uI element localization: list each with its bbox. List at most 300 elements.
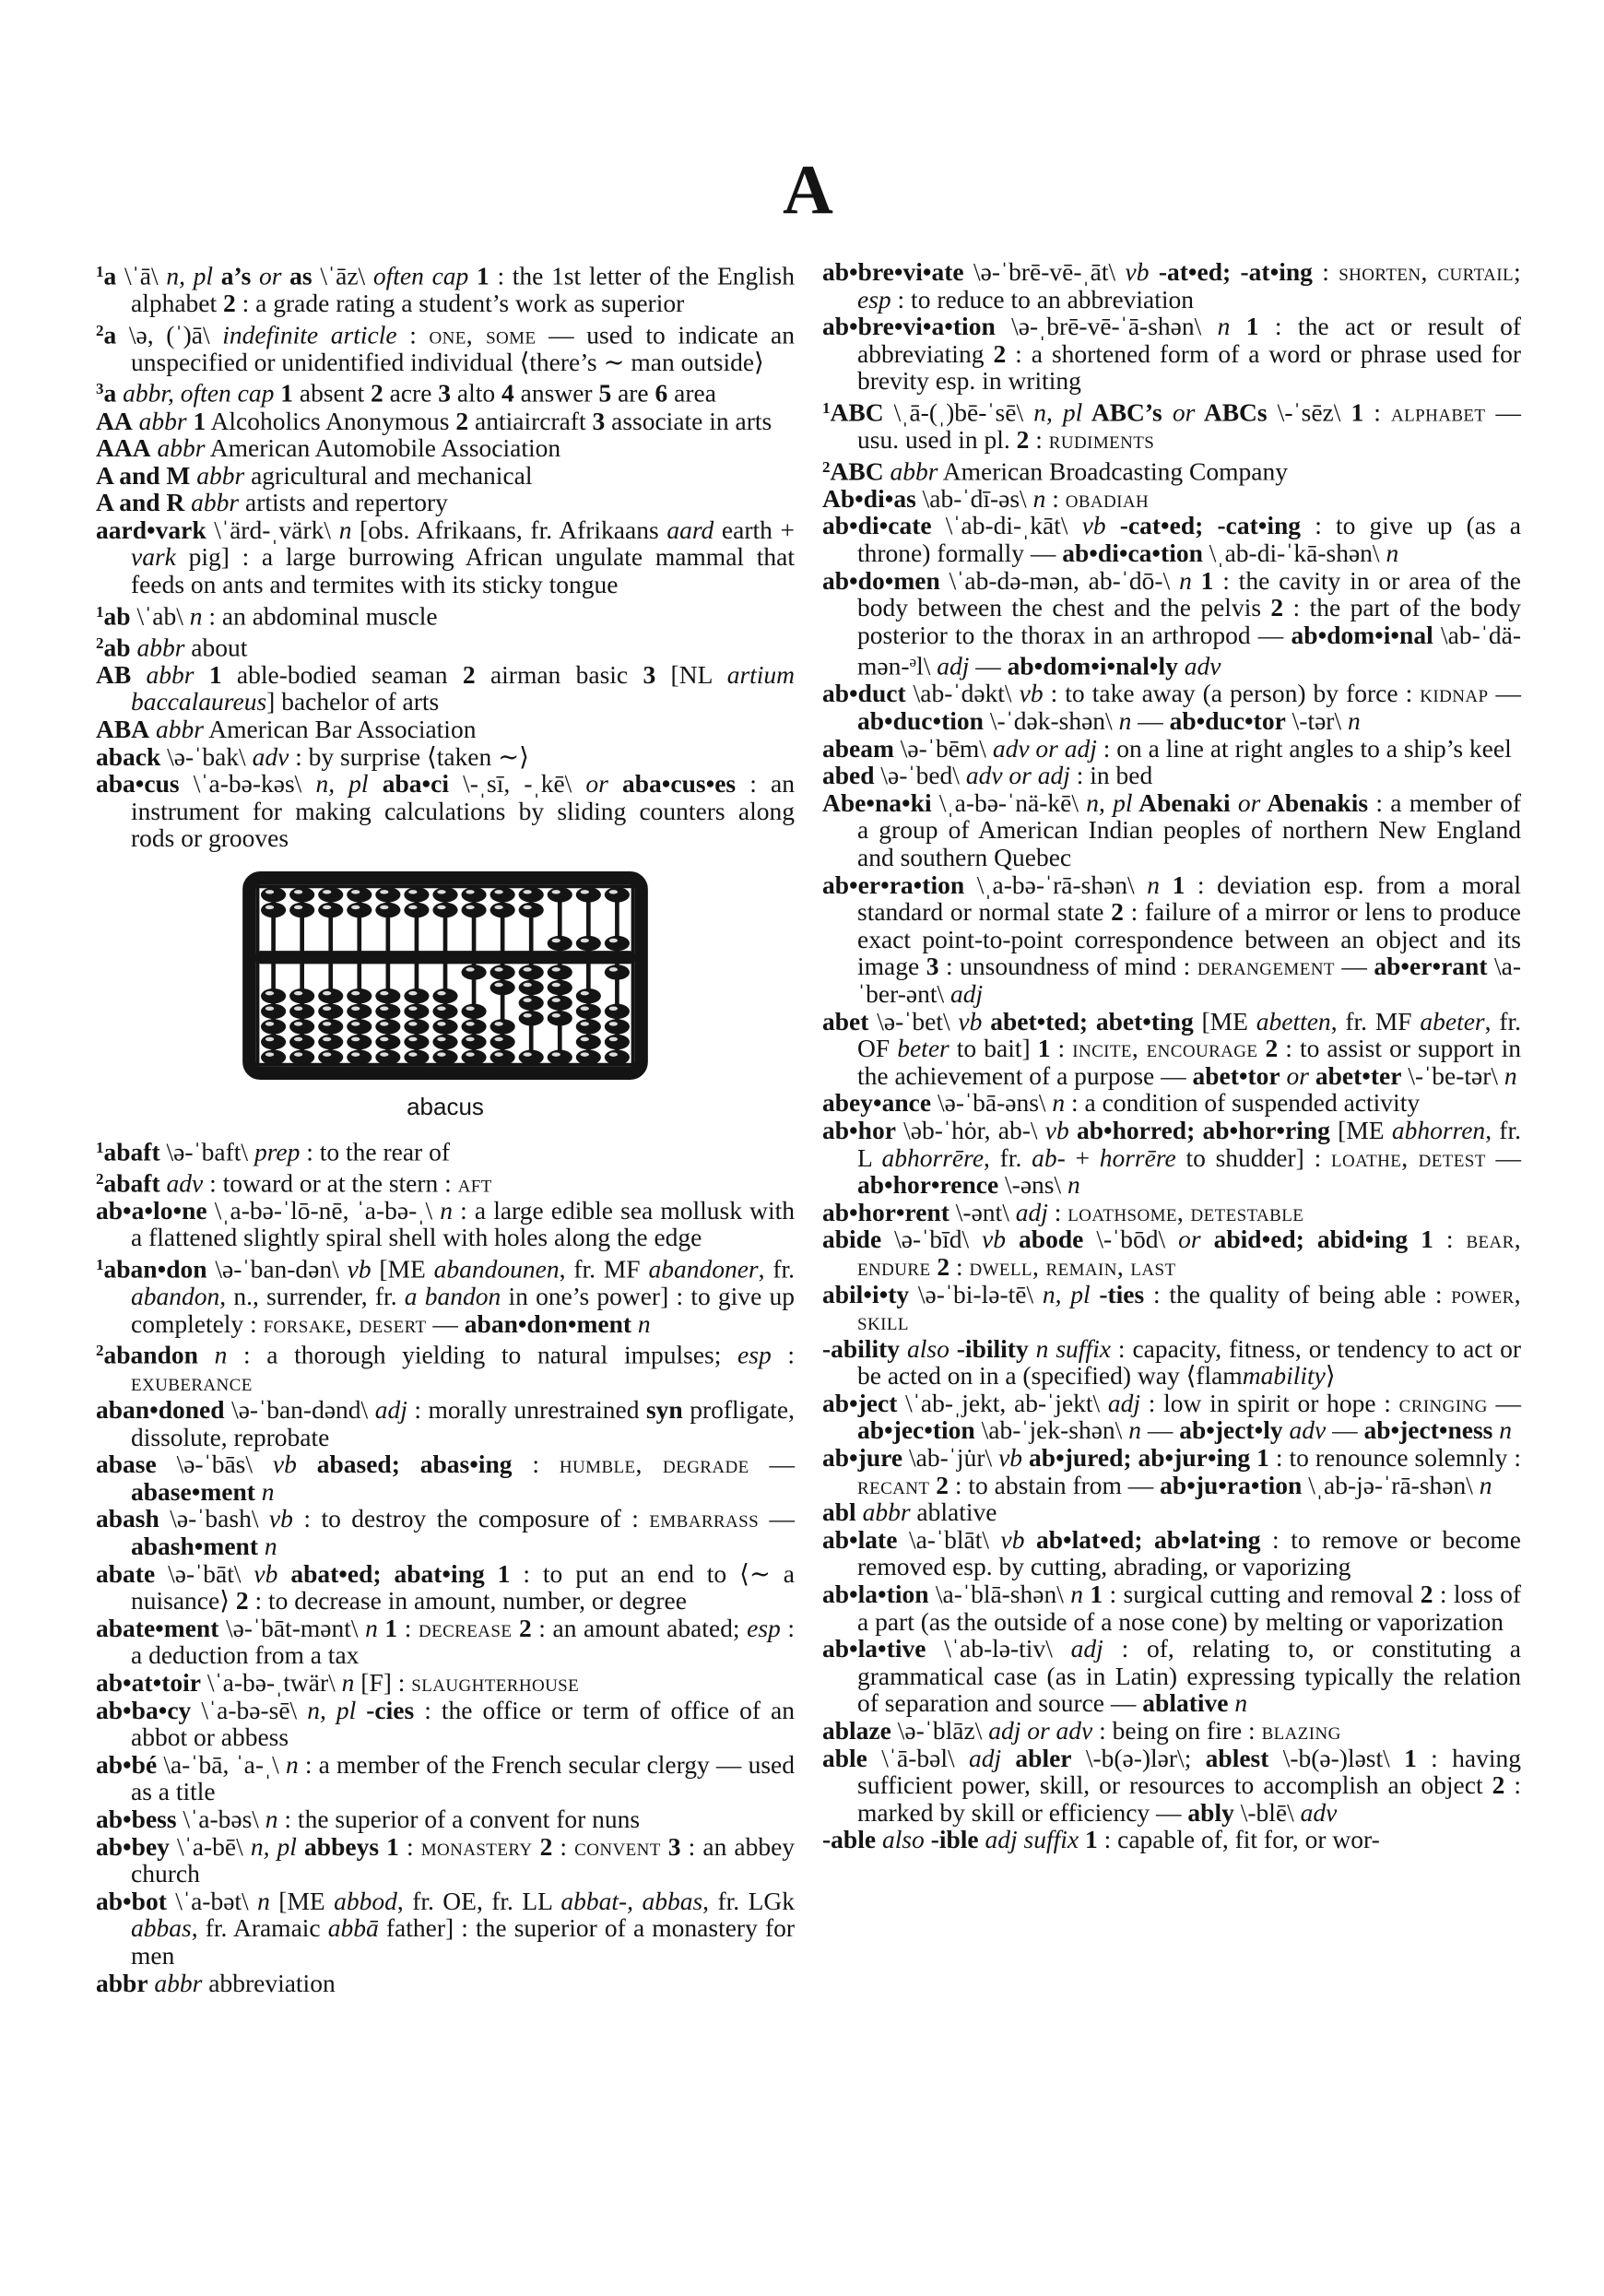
text-run: abler — [1001, 1743, 1072, 1772]
text-run: or — [251, 261, 282, 290]
text-run: \ˌā-(ˌ)bē-ˈsē\ — [883, 397, 1034, 427]
text-run: \-ˈbe-tər\ — [1401, 1060, 1504, 1090]
text-run: American Broadcasting Company — [938, 456, 1288, 486]
text-run: ably — [1187, 1797, 1234, 1827]
text-run: 2 — [223, 289, 236, 318]
dictionary-entry — [822, 1580, 1521, 1635]
text-run: abandounen — [433, 1254, 560, 1284]
text-run: adj — [1107, 1388, 1141, 1417]
column-left — [96, 258, 795, 1996]
text-run: artium baccalaureus — [131, 659, 796, 716]
text-run: ab•dom•i•nal — [1291, 620, 1433, 649]
text-run: — — [1488, 679, 1522, 708]
dictionary-entry — [822, 789, 1521, 871]
text-run: ab•at•toir — [96, 1667, 201, 1697]
dictionary-entry — [822, 1390, 1521, 1444]
text-run: Abe•na•ki — [822, 787, 932, 817]
text-run: ab•lat•ed; ab•lat•ing — [1024, 1524, 1261, 1554]
text-run: [obs. Afrikaans, fr. Afrikaans — [351, 515, 667, 544]
text-run: 1 — [1250, 1443, 1269, 1473]
text-run: ab•jure — [822, 1443, 903, 1473]
text-run: a bandon — [404, 1282, 501, 1311]
text-run: aard — [666, 515, 714, 544]
text-run: acre — [383, 378, 439, 408]
dictionary-entry — [96, 408, 795, 435]
text-run: abet•tor — [1192, 1060, 1280, 1090]
text-run: : an abdominal muscle — [202, 601, 438, 631]
text-run: or — [1162, 397, 1196, 427]
text-run: \a-ˈblāt\ — [897, 1524, 1001, 1554]
text-run: \ə-ˈbaft\ — [159, 1137, 254, 1166]
text-run: syn — [645, 1395, 683, 1425]
text-run: exuberance — [131, 1367, 253, 1397]
text-run: ab•ju•ra•tion — [1160, 1470, 1303, 1499]
abacus-illustration — [240, 869, 651, 1083]
text-run: as — [281, 261, 313, 290]
dictionary-entry — [822, 1089, 1521, 1117]
text-run: [ME — [269, 1886, 335, 1915]
text-run: 2 — [462, 659, 476, 689]
text-run: , fr. OE, fr. LL — [396, 1886, 561, 1915]
text-run: abey•ance — [822, 1088, 932, 1118]
dictionary-entry — [96, 1669, 795, 1697]
text-run: Alcoholics Anonymous — [206, 406, 456, 435]
dictionary-entry — [96, 462, 795, 490]
text-run: \ə-ˈbāt-mənt\ — [218, 1613, 366, 1642]
text-run: to bait] — [949, 1034, 1038, 1063]
text-run: , fr. L — [857, 1115, 1521, 1172]
text-run: \a-ˈber-ənt\ — [857, 952, 1522, 1008]
text-run: abandoner — [648, 1254, 759, 1284]
text-run: : to put an end to ⟨∼ a nuisance⟩ — [131, 1558, 795, 1615]
text-run: : capacity, fitness, or tendency to act or be acted on in a (specified) way ⟨flam — [857, 1333, 1521, 1391]
text-run: abbr — [184, 488, 240, 517]
dictionary-entry — [822, 258, 1521, 313]
text-run: abased; abas•ing — [296, 1450, 513, 1479]
text-run: 3 — [660, 1831, 681, 1861]
text-run: \ˌab-di-ˈkā-shən\ — [1202, 538, 1386, 567]
text-run: : to take away (a person) by force : — [1043, 679, 1421, 708]
text-run: vb — [982, 1225, 1007, 1254]
text-run: : an amount abated; — [531, 1613, 748, 1642]
text-run: abet — [822, 1006, 869, 1036]
text-run: : a thorough yielding to natural impulses; — [227, 1340, 738, 1369]
dictionary-entry — [822, 1008, 1521, 1090]
dictionary-entry — [96, 1805, 795, 1833]
text-run: [ME — [1329, 1115, 1392, 1144]
dictionary-entry — [96, 1166, 795, 1197]
text-run: abandon — [103, 1340, 198, 1369]
text-run: loathe, detest — [1330, 1142, 1486, 1172]
text-run: or — [1280, 1060, 1309, 1090]
abacus-rod — [490, 886, 515, 1065]
dictionary-entry — [96, 743, 795, 771]
text-run: ab — [103, 633, 131, 662]
text-run: 3 — [438, 378, 452, 408]
dictionary-entry — [96, 1197, 795, 1251]
text-run: adj suffix — [978, 1825, 1079, 1854]
text-run: abaft — [103, 1168, 160, 1198]
text-run: : an abbey church — [131, 1831, 796, 1888]
text-run: \ˈa-bət\ — [166, 1886, 258, 1915]
text-run: prep — [254, 1137, 301, 1166]
text-run: \ˌa-bə-ˈlō-nē, ˈa-bə-ˌ\ — [206, 1195, 441, 1225]
text-run: \ˈa-bē\ — [169, 1831, 251, 1861]
text-run: adj — [937, 651, 970, 681]
text-run: , fr. — [984, 1142, 1032, 1172]
dictionary-entry — [822, 1117, 1521, 1199]
homograph-number: 1 — [822, 398, 831, 417]
text-run: : — [1312, 257, 1339, 286]
text-run: : to remove or become removed esp. by cutting, abrading, or vaporizing — [857, 1524, 1521, 1581]
text-run: n — [189, 601, 203, 631]
text-run: : a member of a group of American Indian peoples of northern New England and southern Quebec — [857, 787, 1521, 872]
text-run: — — [1326, 1415, 1364, 1445]
text-run: adv — [252, 741, 289, 771]
dictionary-entry — [96, 1134, 795, 1166]
text-run: \ə-ˈbi-lə-tē\ — [909, 1279, 1043, 1308]
text-run: abat•ed; abat•ing — [277, 1558, 485, 1588]
text-run: aft — [457, 1168, 492, 1198]
text-run: : to the rear of — [300, 1137, 450, 1166]
text-run: : — [771, 1340, 795, 1369]
homograph-number: 2 — [96, 1342, 104, 1360]
text-run: \ab-ˈjek-shən\ — [974, 1415, 1129, 1445]
abacus-rod — [318, 886, 343, 1065]
text-run: abbr — [132, 406, 187, 435]
text-run: : being on fire : — [1092, 1716, 1262, 1746]
dictionary-entry — [96, 434, 795, 462]
text-run: 2 — [1270, 593, 1284, 622]
dictionary-entry — [822, 1826, 1521, 1853]
dictionary-entry — [96, 1560, 795, 1615]
text-run: profligate, dissolute, reprobate — [131, 1395, 795, 1451]
text-run: mability — [1242, 1361, 1326, 1391]
text-run: : unsoundness of mind : — [938, 952, 1197, 981]
text-run: \ˈa-bə-sē\ — [191, 1695, 308, 1724]
text-run: \ˈab\ — [130, 601, 190, 631]
text-run: abl — [822, 1497, 856, 1527]
text-run: are — [611, 378, 655, 408]
text-run: \ə-ˌbrē-vē-ˈā-shən\ — [995, 312, 1218, 341]
text-run: vb — [1019, 679, 1044, 708]
text-run: vb — [1044, 1115, 1069, 1144]
text-run: \ˈab-ˌjekt, ab-ˈjekt\ — [897, 1388, 1108, 1417]
text-run: Abenakis — [1260, 787, 1369, 817]
text-run: : — [1047, 1197, 1068, 1226]
text-run: : on a line at right angles to a ship’s keel — [1096, 733, 1512, 763]
text-run: , fr. — [758, 1254, 795, 1284]
text-run: aard•vark — [96, 515, 206, 544]
dictionary-entry — [96, 1888, 795, 1970]
text-run: 1 — [377, 1613, 398, 1642]
text-run: n — [1128, 1415, 1141, 1445]
text-run: abide — [822, 1225, 882, 1254]
text-run: 1 — [1350, 397, 1364, 427]
text-run: 5 — [598, 378, 612, 408]
text-run: absent — [293, 378, 372, 408]
text-run: vb — [1000, 1524, 1025, 1554]
text-run: 1 — [1160, 870, 1185, 899]
text-run: vb — [998, 1443, 1023, 1473]
abacus-rod — [548, 886, 572, 1065]
text-run: \əb-ˈhȯr, ab-\ — [895, 1115, 1045, 1144]
text-run: n — [1179, 565, 1192, 595]
text-run: -ibility — [949, 1333, 1029, 1363]
text-run: : an instrument for making calculations by sliding counters along rods or grooves — [131, 769, 795, 853]
text-run: \-ənt\ — [949, 1197, 1016, 1226]
text-run: dwell, remain, last — [969, 1251, 1176, 1281]
dictionary-entry — [822, 313, 1521, 395]
text-run: : toward or at the stern : — [203, 1168, 458, 1198]
text-run: American Automobile Association — [205, 433, 561, 463]
text-run: esp — [737, 1340, 772, 1369]
text-run: n, pl — [166, 261, 214, 290]
text-run: ab•di•ca•tion — [1062, 538, 1203, 567]
text-run: 6 — [655, 378, 668, 408]
homograph-number: 2 — [96, 321, 104, 339]
text-run: , fr. Aramaic — [191, 1913, 328, 1943]
text-run: \-ˈdək-shən\ — [983, 706, 1119, 736]
text-run: abhorrēre — [881, 1142, 985, 1172]
text-run: ab•er•rant — [1374, 952, 1488, 981]
text-run: adv or adj — [992, 733, 1097, 763]
abacus-rod — [347, 886, 372, 1065]
dictionary-columns — [96, 258, 1521, 1996]
text-run: antiaircraft — [468, 406, 593, 435]
text-run: power, skill — [857, 1279, 1521, 1336]
text-run: [NL — [655, 659, 727, 689]
text-run: n — [1118, 706, 1132, 736]
text-run: : — [396, 320, 430, 349]
text-run: abate•ment — [96, 1613, 219, 1642]
text-run: one, some — [429, 320, 537, 349]
text-run: , fr. LGk — [702, 1886, 795, 1915]
dictionary-entry — [822, 1335, 1521, 1390]
text-run: vb — [268, 1504, 293, 1533]
text-run: n, pl — [1086, 787, 1133, 817]
text-run: \a-ˈbā, ˈa-ˌ\ — [157, 1749, 286, 1779]
text-run: ab•hor•rence — [857, 1170, 999, 1200]
text-run: convent — [574, 1831, 661, 1861]
text-run: : — [397, 1613, 419, 1642]
homograph-number: 1 — [96, 263, 104, 280]
text-run: n — [365, 1613, 378, 1642]
text-run: abil•i•ty — [822, 1279, 910, 1308]
text-run: n — [257, 1532, 277, 1561]
text-run: abbr — [131, 659, 195, 689]
text-run: \ˈā-bəl\ — [867, 1743, 969, 1772]
text-run: abbeys — [296, 1831, 380, 1861]
text-run: adv — [159, 1168, 204, 1198]
text-run: n — [631, 1308, 651, 1338]
text-run: n — [1228, 1688, 1248, 1718]
text-run: — — [749, 1450, 795, 1479]
text-run: abeter — [1420, 1006, 1485, 1036]
text-run: ab•jec•tion — [857, 1415, 975, 1445]
text-run: ab•la•tion — [822, 1580, 929, 1609]
text-run: n, pl — [1033, 397, 1083, 427]
text-run: 1 — [1083, 1580, 1103, 1609]
text-run: abbr — [96, 1968, 148, 1997]
text-run: adj — [968, 1743, 1002, 1772]
text-run: : failure of a mirror or lens to produce exact point-to-point correspondence between an object and its image — [857, 897, 1522, 981]
text-run: n — [338, 515, 352, 544]
text-run: abbr, often cap — [116, 378, 275, 408]
dictionary-entry — [96, 489, 795, 516]
text-run: \ə-ˈban-dənd\ — [224, 1395, 375, 1425]
text-run: abbr — [147, 1968, 203, 1997]
text-run: : the cavity in or area of the body between the chest and the pelvis — [857, 565, 1521, 622]
text-run: vb — [347, 1254, 372, 1284]
text-run: \ˈāz\ — [312, 261, 373, 290]
text-run: 3 — [643, 659, 656, 689]
text-run: — — [759, 1504, 796, 1533]
abacus-rod — [289, 886, 314, 1065]
text-run: n — [440, 1195, 453, 1225]
dictionary-entry — [822, 567, 1521, 681]
text-run: \-ˈsēz\ — [1267, 397, 1351, 427]
text-run: : having sufficient power, skill, or resources to accomplish an object — [857, 1743, 1521, 1800]
dictionary-entry — [822, 1281, 1521, 1335]
text-run: + — [1065, 1142, 1100, 1172]
text-run: 2 — [235, 1586, 249, 1615]
text-run: [ME — [1193, 1006, 1256, 1036]
text-run: ab•er•ra•tion — [822, 870, 965, 899]
text-run: — — [1140, 1415, 1180, 1445]
text-run: in one’s power] : to give up completely : — [131, 1282, 795, 1338]
homograph-number: 1 — [96, 1256, 104, 1274]
dictionary-entry — [822, 454, 1521, 485]
text-run: n — [1504, 1060, 1517, 1090]
text-run: ] bachelor of arts — [266, 687, 440, 716]
text-run: humble, degrade — [559, 1450, 749, 1479]
text-run: ablative — [1142, 1688, 1229, 1718]
text-run: \ˈab-lə-tiv\ — [926, 1634, 1071, 1663]
text-run: \ə-ˈbā-əns\ — [931, 1088, 1053, 1118]
text-run: \ə-ˈbet\ — [868, 1006, 959, 1036]
text-run: 1 — [1230, 312, 1259, 341]
text-run: ABCs — [1195, 397, 1268, 427]
text-run: -cat•ed; -cat•ing — [1105, 511, 1302, 540]
text-run: \-əns\ — [998, 1170, 1068, 1200]
dictionary-entry — [96, 1396, 795, 1450]
text-run: n — [1147, 870, 1161, 899]
text-run: ab•hor — [822, 1115, 896, 1144]
text-run: abash•ment — [131, 1532, 258, 1561]
text-run: 2 — [532, 1831, 553, 1861]
text-run: abbr — [883, 456, 938, 486]
text-run: 4 — [501, 378, 514, 408]
text-run: \ə-ˈblāz\ — [890, 1716, 989, 1746]
dictionary-entry — [822, 1526, 1521, 1580]
text-run: : of, relating to, or constituting a grammatical case (as in Latin) expressing typically the relation of separation and source — — [857, 1634, 1521, 1718]
text-run: recant — [857, 1470, 930, 1499]
dictionary-entry — [96, 630, 795, 661]
dictionary-entry — [822, 762, 1521, 789]
text-run: : the 1st letter of the English alphabet — [131, 261, 796, 318]
text-run: : a deduction from a tax — [131, 1613, 796, 1670]
text-run: n — [254, 1476, 275, 1506]
text-run: n — [257, 1886, 270, 1915]
text-run: esp — [747, 1613, 781, 1642]
dictionary-entry — [96, 716, 795, 743]
dictionary-entry — [96, 375, 795, 407]
text-run: : — [949, 1251, 970, 1281]
text-run: n — [1479, 1470, 1492, 1499]
text-run: ab•ject•ness — [1363, 1415, 1493, 1445]
text-run: abet•ted; abet•ting — [982, 1006, 1194, 1036]
text-run: \ˈa-bə-kəs\ — [179, 769, 316, 799]
homograph-number: 1 — [96, 1138, 104, 1156]
text-run: : a grade rating a student’s work as superior — [235, 289, 685, 318]
text-run: 1 — [468, 261, 489, 290]
text-run: Abenaki — [1132, 787, 1231, 817]
text-run: : to renounce solemnly : — [1268, 1443, 1522, 1473]
text-run: aba•ci — [368, 769, 449, 799]
text-run: also — [900, 1333, 949, 1363]
text-run: 2 — [1111, 897, 1124, 927]
text-run: abaft — [103, 1137, 160, 1166]
homograph-number: 1 — [96, 602, 104, 621]
text-run: ab•do•men — [822, 565, 940, 595]
text-run: -ible — [924, 1825, 979, 1854]
text-run: adv — [1282, 1415, 1327, 1445]
text-run: alto — [451, 378, 502, 408]
text-run: forsake, desert — [263, 1308, 427, 1338]
text-run: \ˈab-də-mən, ab-ˈdō-\ — [939, 565, 1180, 595]
text-run: [F] : — [354, 1667, 412, 1697]
text-run: n, pl — [250, 1831, 297, 1861]
homograph-number: 2 — [96, 1169, 104, 1188]
text-run: able-bodied seaman — [221, 659, 463, 689]
text-run: abase•ment — [131, 1476, 255, 1506]
text-run: 2 — [1492, 1770, 1505, 1800]
text-run: shorten, curtail; — [1339, 257, 1521, 286]
dictionary-entry — [96, 1505, 795, 1559]
text-run: ABA — [96, 715, 150, 744]
text-run: abbr — [130, 633, 185, 662]
text-run: : morally unrestrained — [407, 1395, 646, 1425]
text-run: n — [1070, 1580, 1084, 1609]
text-run: \ˌa-bə-ˈrā-shən\ — [964, 870, 1148, 899]
text-run: , fr. OF — [857, 1006, 1521, 1063]
text-run: : to abstain from — — [949, 1470, 1161, 1499]
text-run: \ab-ˈdəkt\ — [905, 679, 1020, 708]
text-run: \ˈā\ — [116, 261, 167, 290]
text-run: — — [1131, 706, 1170, 736]
dictionary-entry — [822, 1745, 1521, 1827]
text-run: n — [1032, 483, 1046, 513]
text-run: \ə, (ˈ)ā\ — [116, 320, 223, 349]
text-run: abbr — [150, 433, 206, 463]
text-run: — — [426, 1308, 465, 1338]
text-run: : the quality of being able : — [1144, 1279, 1452, 1308]
text-run: \ə-ˈbēm\ — [893, 733, 993, 763]
text-run: adj — [1070, 1634, 1103, 1663]
text-run: a — [103, 320, 117, 349]
text-run: abode — [1006, 1225, 1084, 1254]
dictionary-entry — [96, 770, 795, 852]
text-run: : — [552, 1831, 575, 1861]
text-run: \a-ˈblā-shən\ — [928, 1580, 1071, 1609]
dictionary-entry — [96, 661, 795, 716]
dictionary-entry — [822, 512, 1521, 566]
text-run: : — [1029, 425, 1049, 455]
text-run: abhorren — [1391, 1115, 1486, 1144]
text-run: \ˈa-bəs\ — [176, 1804, 265, 1833]
text-run: airman basic — [475, 659, 643, 689]
